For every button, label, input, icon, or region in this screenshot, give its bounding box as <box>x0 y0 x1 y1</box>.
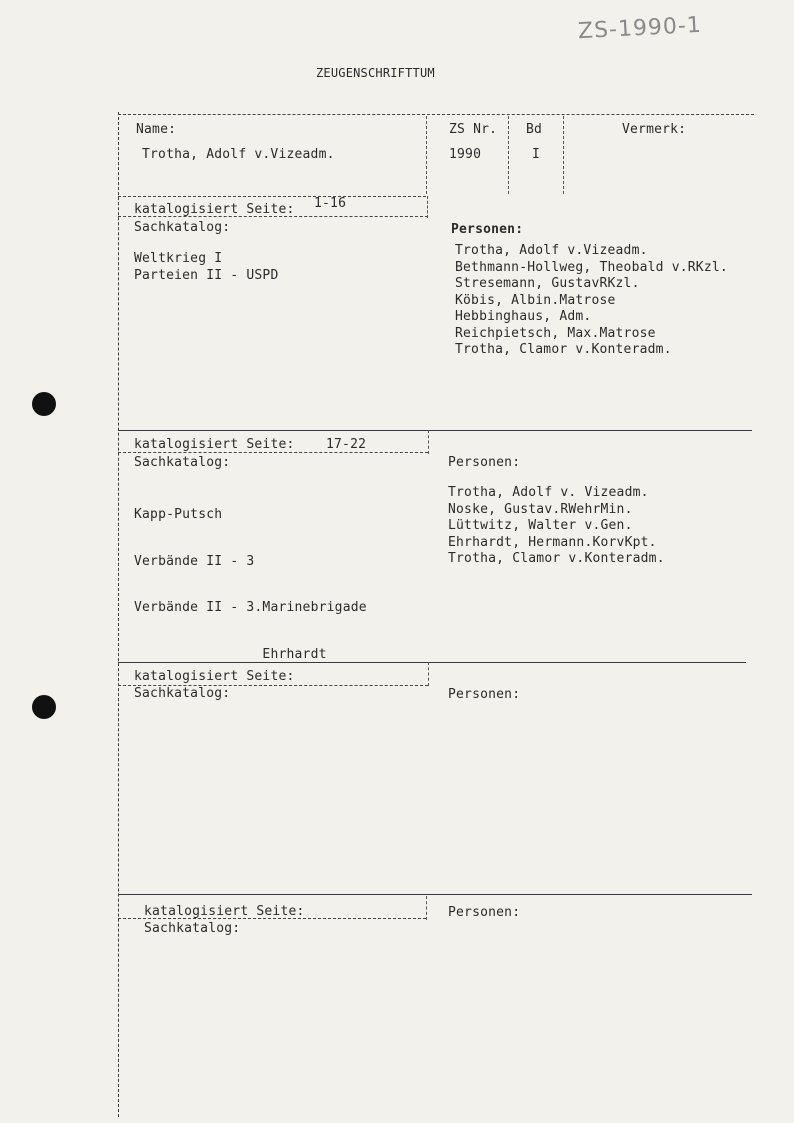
sachkatalog-entry: Kapp-Putsch <box>134 507 223 522</box>
section-4-top-rule <box>118 894 752 895</box>
person-entry: Trotha, Adolf v. Vizeadm. <box>448 485 649 500</box>
vermerk-label: Vermerk: <box>622 122 687 137</box>
document-title: ZEUGENSCHRIFTTUM <box>316 66 435 80</box>
person-entry: Ehrhardt, Hermann.KorvKpt. <box>448 534 657 550</box>
section-4-sachkatalog-label: Sachkatalog: <box>144 921 241 936</box>
section-2-personen-label: Personen: <box>448 455 521 470</box>
section-4-katalog-edge <box>426 896 427 920</box>
bd-value: I <box>532 147 541 162</box>
section-2-pages: 17-22 <box>326 437 367 452</box>
sachkatalog-entry: Verbände II - 3.Marinebrigade <box>134 600 367 615</box>
zs-nr-value: 1990 <box>449 147 482 162</box>
punch-hole-bottom <box>32 695 56 719</box>
section-1-top-rule <box>118 196 426 197</box>
section-2-top-rule <box>118 430 752 431</box>
person-entry: Hebbinghaus, Adm. <box>455 309 592 324</box>
bd-label: Bd <box>526 122 543 137</box>
section-1-personen-list <box>455 243 728 359</box>
section-4-katalog-label: katalogisiert Seite: <box>144 904 305 919</box>
section-2-sachkatalog-label: Sachkatalog: <box>134 455 231 470</box>
section-3-sachkatalog-label: Sachkatalog: <box>134 686 231 701</box>
person-entry: Noske, Gustav.RWehrMin. <box>448 501 633 517</box>
header-top-rule <box>118 114 754 115</box>
person-entry: Lüttwitz, Walter v.Gen. <box>448 518 633 533</box>
person-entry: Trotha, Adolf v.Vizeadm. <box>455 243 648 258</box>
person-entry: Bethmann-Hollweg, Theobald v.RKzl. <box>455 259 728 275</box>
sachkatalog-entry: Weltkrieg I <box>134 251 223 266</box>
section-3-katalog-label: katalogisiert Seite: <box>134 669 295 684</box>
section-3-katalog-edge <box>428 662 429 686</box>
name-value: Trotha, Adolf v.Vizeadm. <box>142 147 335 162</box>
person-entry: Stresemann, GustavRKzl. <box>455 276 640 291</box>
section-2-katalog-label: katalogisiert Seite: <box>134 437 295 452</box>
section-3-personen-label: Personen: <box>448 687 521 702</box>
zs-nr-label: ZS Nr. <box>449 122 498 137</box>
sachkatalog-entry: Ehrhardt <box>134 646 327 662</box>
sachkatalog-entry: Parteien II - USPD <box>134 267 279 283</box>
section-1-sachkatalog-label: Sachkatalog: <box>134 220 231 235</box>
section-1-katalog-label: katalogisiert Seite: <box>134 202 295 217</box>
section-4-personen-label: Personen: <box>448 905 521 920</box>
section-2-sachkatalog-list <box>134 477 367 678</box>
punch-hole-top <box>32 392 56 416</box>
person-entry: Trotha, Clamor v.Konteradm. <box>455 342 672 357</box>
section-2-katalog-edge <box>428 430 429 454</box>
person-entry: Trotha, Clamor v.Konteradm. <box>448 551 665 566</box>
left-margin-line <box>118 112 119 1117</box>
header-divider-1 <box>426 116 427 194</box>
header-divider-2 <box>508 116 509 194</box>
header-divider-3 <box>563 116 564 194</box>
reference-number: ZS-1990-1 <box>577 12 703 45</box>
person-entry: Reichpietsch, Max.Matrose <box>455 325 656 341</box>
sachkatalog-entry: Verbände II - 3 <box>134 553 255 569</box>
name-label: Name: <box>136 122 177 137</box>
section-1-personen-label: Personen: <box>451 222 524 237</box>
section-2-personen-list <box>448 485 665 568</box>
person-entry: Köbis, Albin.Matrose <box>455 292 616 308</box>
section-3-top-rule <box>118 662 746 663</box>
section-1-pages: 1-16 <box>314 196 347 211</box>
section-1-katalog-edge <box>427 196 428 218</box>
section-2-katalog-underline <box>118 452 428 453</box>
section-1-sachkatalog-list <box>134 251 278 284</box>
